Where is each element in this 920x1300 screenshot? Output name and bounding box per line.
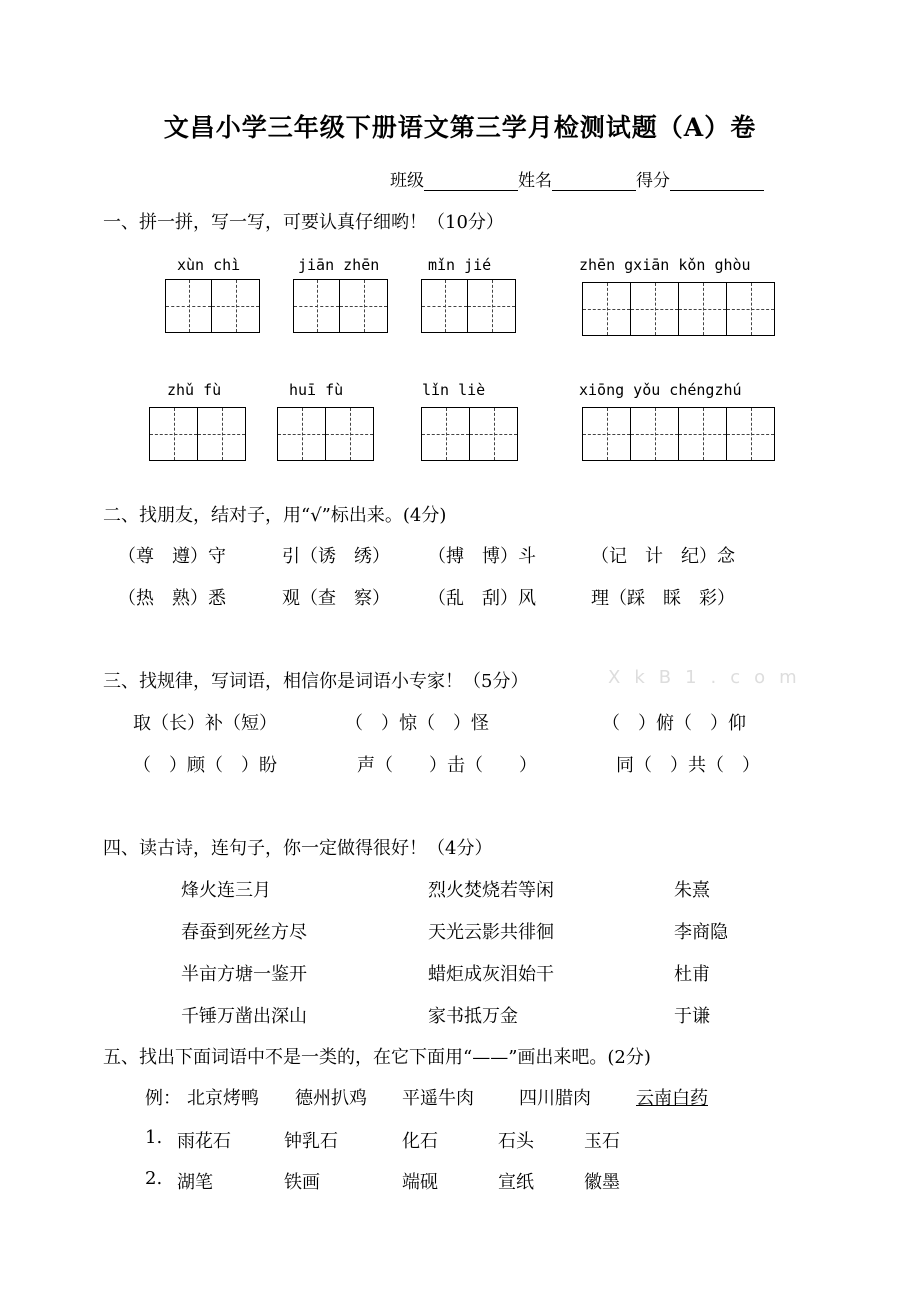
word-option[interactable]: 宣纸 (498, 1172, 534, 1193)
poem-line[interactable]: 千锤万凿出深山 (181, 1006, 307, 1027)
word-option[interactable]: 徽墨 (584, 1172, 620, 1193)
line-number: 1. (145, 1127, 163, 1148)
poem-line[interactable]: 烈火焚烧若等闲 (428, 880, 554, 901)
poem-line[interactable]: 天光云影共徘徊 (428, 922, 554, 943)
name-blank[interactable] (552, 172, 636, 191)
writing-grid[interactable] (277, 407, 374, 461)
example-word: 北京烤鸭 (187, 1088, 259, 1109)
choice-item[interactable]: 观（查 察） (282, 588, 390, 609)
idiom-item[interactable]: 同（ ）共（ ） (616, 755, 760, 776)
word-option[interactable]: 玉石 (584, 1131, 620, 1152)
section2-heading: 二、找朋友，结对子，用“√”标出来。(4分) (103, 505, 447, 526)
line-number: 2. (145, 1168, 163, 1189)
pinyin-label: zhēn gxiān kǒn ghòu (579, 256, 751, 274)
poem-line[interactable]: 春蚕到死丝方尽 (181, 922, 307, 943)
section4-heading: 四、读古诗，连句子，你一定做得很好！（4分） (103, 838, 493, 859)
example-label: 例： (145, 1088, 181, 1109)
watermark: XkB1.com (608, 667, 811, 688)
writing-grid[interactable] (582, 407, 775, 461)
idiom-item[interactable]: （ ）惊（ ）怪 (345, 713, 489, 734)
poem-line[interactable]: 烽火连三月 (181, 880, 271, 901)
idiom-item[interactable]: （ ）顾（ ）盼 (133, 755, 277, 776)
choice-item[interactable]: （记 计 纪）念 (591, 546, 735, 567)
pinyin-label: zhǔ fù (167, 381, 222, 399)
word-option[interactable]: 化石 (402, 1131, 438, 1152)
poem-line[interactable]: 蜡炬成灰泪始干 (428, 964, 554, 985)
pinyin-label: xùn chì (177, 256, 241, 274)
example-word-underlined: 云南白药 (636, 1088, 708, 1109)
pinyin-label: mǐn jié (428, 256, 492, 274)
pinyin-label: jiān zhēn (298, 256, 380, 274)
word-option[interactable]: 钟乳石 (284, 1131, 338, 1152)
writing-grid[interactable] (421, 407, 518, 461)
example-word: 四川腊肉 (519, 1088, 591, 1109)
choice-item[interactable]: （尊 遵）守 (118, 546, 226, 567)
pinyin-label: lǐn liè (422, 381, 486, 399)
section1-heading: 一、拼一拼，写一写，可要认真仔细哟！（10分） (103, 212, 504, 233)
section3-heading: 三、找规律，写词语，相信你是词语小专家！（5分） (103, 671, 529, 692)
choice-item[interactable]: 理（踩 睬 彩） (591, 588, 735, 609)
name-label: 姓名 (518, 171, 552, 191)
section5-heading: 五、找出下面词语中不是一类的，在它下面用“——”画出来吧。(2分) (103, 1047, 651, 1068)
page-title: 文昌小学三年级下册语文第三学月检测试题（A）卷 (163, 113, 757, 142)
poem-line[interactable]: 半亩方塘一鉴开 (181, 964, 307, 985)
word-option[interactable]: 端砚 (402, 1172, 438, 1193)
class-label: 班级 (390, 171, 424, 191)
example-word: 平遥牛肉 (402, 1088, 474, 1109)
poet-name[interactable]: 于谦 (674, 1006, 710, 1027)
class-blank[interactable] (424, 172, 518, 191)
poem-line[interactable]: 家书抵万金 (428, 1006, 518, 1027)
pinyin-label: huī fù (289, 381, 344, 399)
example-word: 德州扒鸡 (295, 1088, 367, 1109)
score-blank[interactable] (670, 172, 764, 191)
idiom-item[interactable]: 声（ ）击（ ） (357, 755, 537, 776)
word-option[interactable]: 湖笔 (177, 1172, 213, 1193)
writing-grid[interactable] (149, 407, 246, 461)
idiom-item[interactable]: 取（长）补（短） (133, 713, 277, 734)
poet-name[interactable]: 李商隐 (674, 922, 728, 943)
choice-item[interactable]: （乱 刮）风 (428, 588, 536, 609)
choice-item[interactable]: （搏 博）斗 (428, 546, 536, 567)
word-option[interactable]: 石头 (498, 1131, 534, 1152)
choice-item[interactable]: （热 熟）悉 (118, 588, 226, 609)
writing-grid[interactable] (293, 279, 388, 333)
score-label: 得分 (636, 171, 670, 191)
choice-item[interactable]: 引（诱 绣） (282, 546, 390, 567)
class-field[interactable] (390, 166, 764, 191)
poet-name[interactable]: 杜甫 (674, 964, 710, 985)
writing-grid[interactable] (165, 279, 260, 333)
word-option[interactable]: 雨花石 (177, 1131, 231, 1152)
idiom-item[interactable]: （ ）俯（ ）仰 (602, 713, 746, 734)
writing-grid[interactable] (582, 282, 775, 336)
word-option[interactable]: 铁画 (284, 1172, 320, 1193)
writing-grid[interactable] (421, 279, 516, 333)
pinyin-label: xiōng yǒu chéngzhú (579, 381, 742, 399)
poet-name[interactable]: 朱熹 (674, 880, 710, 901)
